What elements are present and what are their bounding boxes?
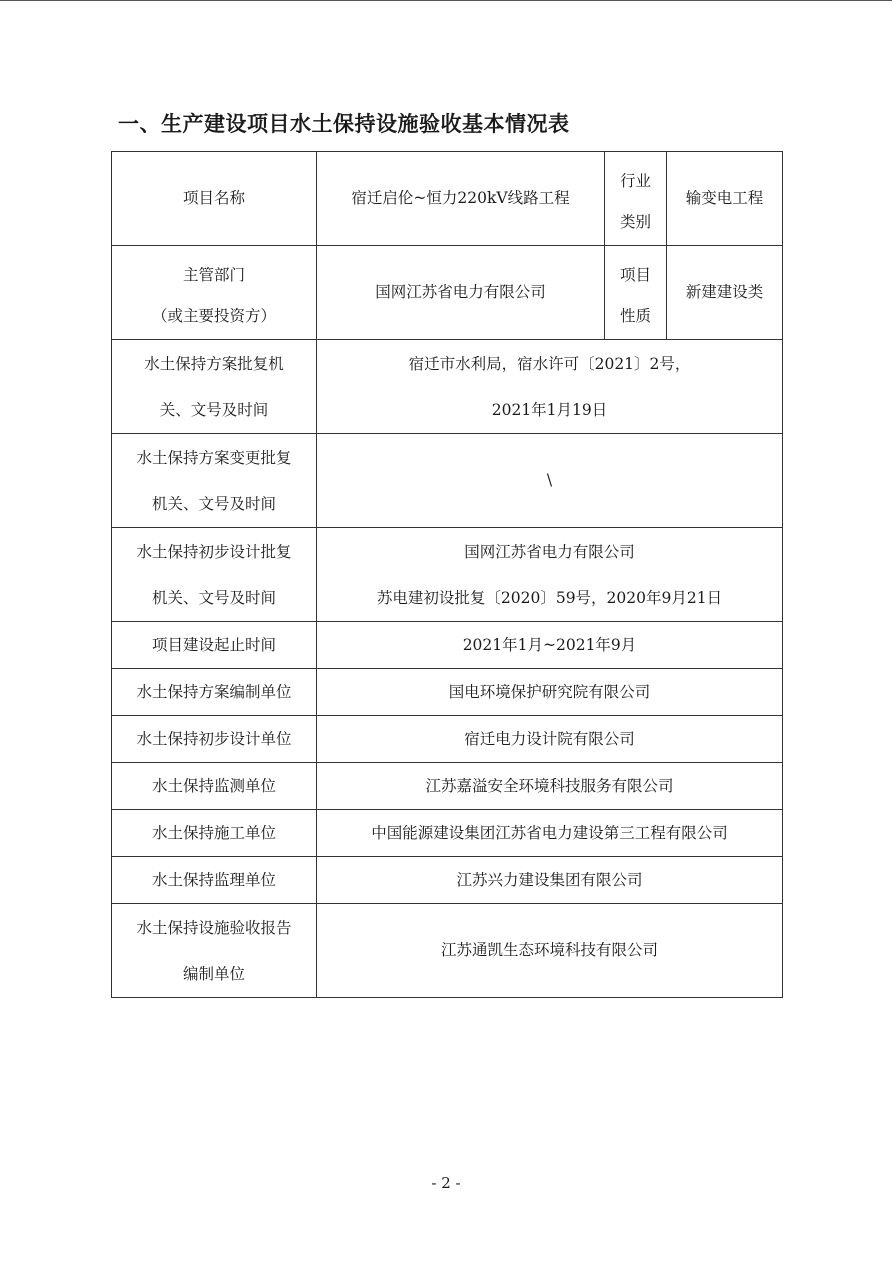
acceptance-info-table bbox=[111, 151, 783, 998]
label-plan-approval bbox=[112, 340, 317, 434]
label-industry-category bbox=[605, 152, 667, 246]
label-industry-category-line-1: 行业 bbox=[619, 171, 651, 190]
value-design-unit: 宿迁电力设计院有限公司 bbox=[317, 716, 783, 763]
table-row-project-name bbox=[112, 152, 783, 246]
label-report-unit-line-1: 水土保持设施验收报告 bbox=[136, 918, 292, 937]
value-supervision-unit: 江苏兴力建设集团有限公司 bbox=[317, 857, 783, 904]
label-project-nature-line-1: 项目 bbox=[619, 265, 651, 284]
table-row-construction-unit bbox=[112, 810, 783, 857]
page-title: 一、生产建设项目水土保持设施验收基本情况表 bbox=[118, 112, 570, 136]
value-report-unit: 江苏通凯生态环境科技有限公司 bbox=[317, 904, 783, 998]
label-monitor-unit: 水土保持监测单位 bbox=[112, 763, 317, 810]
top-border-line bbox=[0, 0, 892, 1]
value-plan-approval bbox=[317, 340, 783, 434]
page-number: - 2 - bbox=[431, 1174, 461, 1192]
label-design-approval bbox=[112, 528, 317, 622]
label-authority bbox=[112, 246, 317, 340]
label-design-approval-line-1: 水土保持初步设计批复 bbox=[136, 542, 292, 561]
table-row-supervision-unit bbox=[112, 857, 783, 904]
value-plan-approval-line-2: 2021年1月19日 bbox=[491, 400, 608, 419]
table-row-monitor-unit bbox=[112, 763, 783, 810]
value-plan-change: \ bbox=[317, 434, 783, 528]
value-project-nature: 新建建设类 bbox=[667, 246, 783, 340]
value-project-name: 宿迁启伦~恒力220kV线路工程 bbox=[317, 152, 605, 246]
label-plan-approval-line-2: 关、文号及时间 bbox=[159, 400, 269, 419]
label-authority-line-2: （或主要投资方） bbox=[151, 306, 276, 325]
value-authority: 国网江苏省电力有限公司 bbox=[317, 246, 605, 340]
label-report-unit bbox=[112, 904, 317, 998]
label-construction-period: 项目建设起止时间 bbox=[112, 622, 317, 669]
table-row-plan-unit bbox=[112, 669, 783, 716]
label-plan-approval-line-1: 水土保持方案批复机 bbox=[144, 354, 284, 373]
label-design-unit: 水土保持初步设计单位 bbox=[112, 716, 317, 763]
value-construction-period: 2021年1月~2021年9月 bbox=[317, 622, 783, 669]
table-row-design-approval bbox=[112, 528, 783, 622]
table-row-plan-approval bbox=[112, 340, 783, 434]
label-design-approval-line-2: 机关、文号及时间 bbox=[151, 588, 276, 607]
label-project-nature-line-2: 性质 bbox=[619, 306, 651, 325]
label-construction-unit: 水土保持施工单位 bbox=[112, 810, 317, 857]
label-plan-change-line-1: 水土保持方案变更批复 bbox=[136, 448, 292, 467]
value-construction-unit: 中国能源建设集团江苏省电力建设第三工程有限公司 bbox=[317, 810, 783, 857]
label-report-unit-line-2: 编制单位 bbox=[182, 964, 245, 983]
label-project-name: 项目名称 bbox=[112, 152, 317, 246]
table-row-design-unit bbox=[112, 716, 783, 763]
value-design-approval bbox=[317, 528, 783, 622]
value-design-approval-line-2: 苏电建初设批复〔2020〕59号，2020年9月21日 bbox=[376, 588, 723, 607]
label-project-nature bbox=[605, 246, 667, 340]
value-industry-category: 输变电工程 bbox=[667, 152, 783, 246]
table-row-report-unit bbox=[112, 904, 783, 998]
table-row-construction-period bbox=[112, 622, 783, 669]
label-supervision-unit: 水土保持监理单位 bbox=[112, 857, 317, 904]
label-plan-unit: 水土保持方案编制单位 bbox=[112, 669, 317, 716]
label-authority-line-1: 主管部门 bbox=[182, 265, 245, 284]
table-row-plan-change bbox=[112, 434, 783, 528]
value-monitor-unit: 江苏嘉溢安全环境科技服务有限公司 bbox=[317, 763, 783, 810]
label-plan-change bbox=[112, 434, 317, 528]
value-plan-approval-line-1: 宿迁市水利局，宿水许可〔2021〕2号， bbox=[408, 354, 691, 373]
label-plan-change-line-2: 机关、文号及时间 bbox=[151, 494, 276, 513]
value-design-approval-line-1: 国网江苏省电力有限公司 bbox=[464, 542, 635, 561]
value-plan-unit: 国电环境保护研究院有限公司 bbox=[317, 669, 783, 716]
table-row-authority bbox=[112, 246, 783, 340]
label-industry-category-line-2: 类别 bbox=[619, 212, 651, 231]
